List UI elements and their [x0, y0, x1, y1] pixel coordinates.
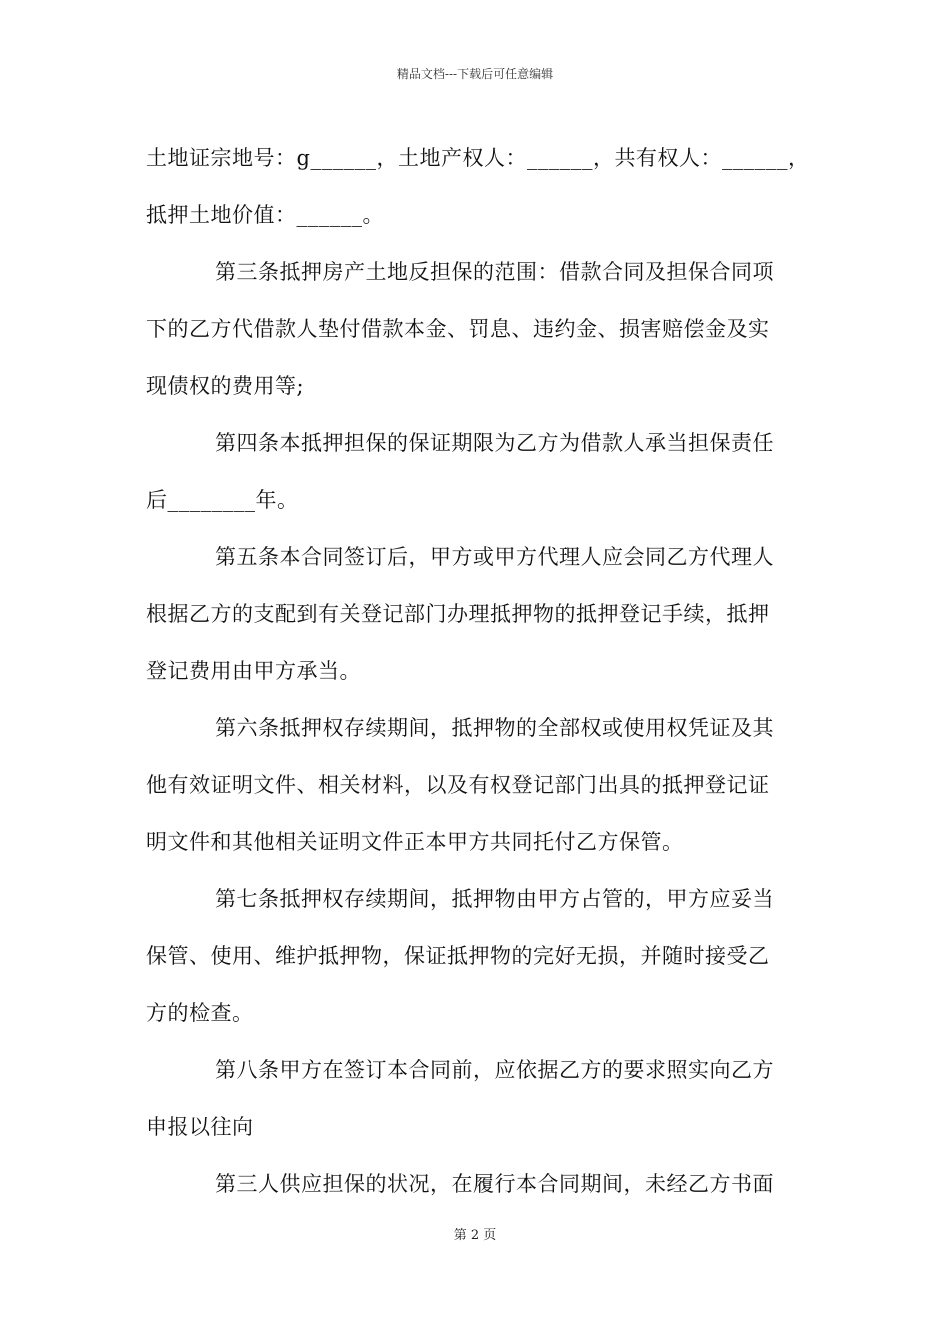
- text-line: 第三人供应担保的状况，在履行本合同期间，未经乙方书面: [215, 1172, 774, 1196]
- text-line: 登记费用由甲方承当。: [146, 659, 361, 683]
- text-line: 申报以往向: [146, 1115, 254, 1139]
- page-number: 第 2 页: [453, 1228, 497, 1243]
- text-line: 第四条本抵押担保的保证期限为乙方为借款人承当担保责任: [215, 431, 774, 455]
- text-line: 现债权的费用等;: [146, 374, 305, 398]
- text-line: 他有效证明文件、相关材料，以及有权登记部门出具的抵押登记证: [146, 773, 770, 797]
- text-line: 根据乙方的支配到有关登记部门办理抵押物的抵押登记手续，抵押: [146, 602, 770, 626]
- text-line: 方的检查。: [146, 1001, 254, 1025]
- text-line: 第七条抵押权存续期间，抵押物由甲方占管的，甲方应妥当: [215, 887, 774, 911]
- page-header: 精品文档---下载后可任意编辑: [396, 67, 554, 81]
- text-line: 抵押土地价值：______。: [146, 203, 384, 227]
- text-line: 第三条抵押房产土地反担保的范围：借款合同及担保合同项: [215, 260, 774, 284]
- text-line: 第五条本合同签订后，甲方或甲方代理人应会同乙方代理人: [215, 545, 774, 569]
- text-line: 下的乙方代借款人垫付借款本金、罚息、违约金、损害赔偿金及实: [146, 317, 770, 341]
- text-line: 土地证宗地号：g______，土地产权人：______，共有权人：______，: [146, 146, 810, 170]
- text-line: 保管、使用、维护抵押物，保证抵押物的完好无损，并随时接受乙: [146, 944, 770, 968]
- text-line: 第八条甲方在签订本合同前，应依据乙方的要求照实向乙方: [215, 1058, 774, 1082]
- text-line: 第六条抵押权存续期间，抵押物的全部权或使用权凭证及其: [215, 716, 774, 740]
- text-line: 后________年。: [146, 488, 299, 512]
- document-body: [146, 130, 808, 1213]
- text-line: 明文件和其他相关证明文件正本甲方共同托付乙方保管。: [146, 830, 684, 854]
